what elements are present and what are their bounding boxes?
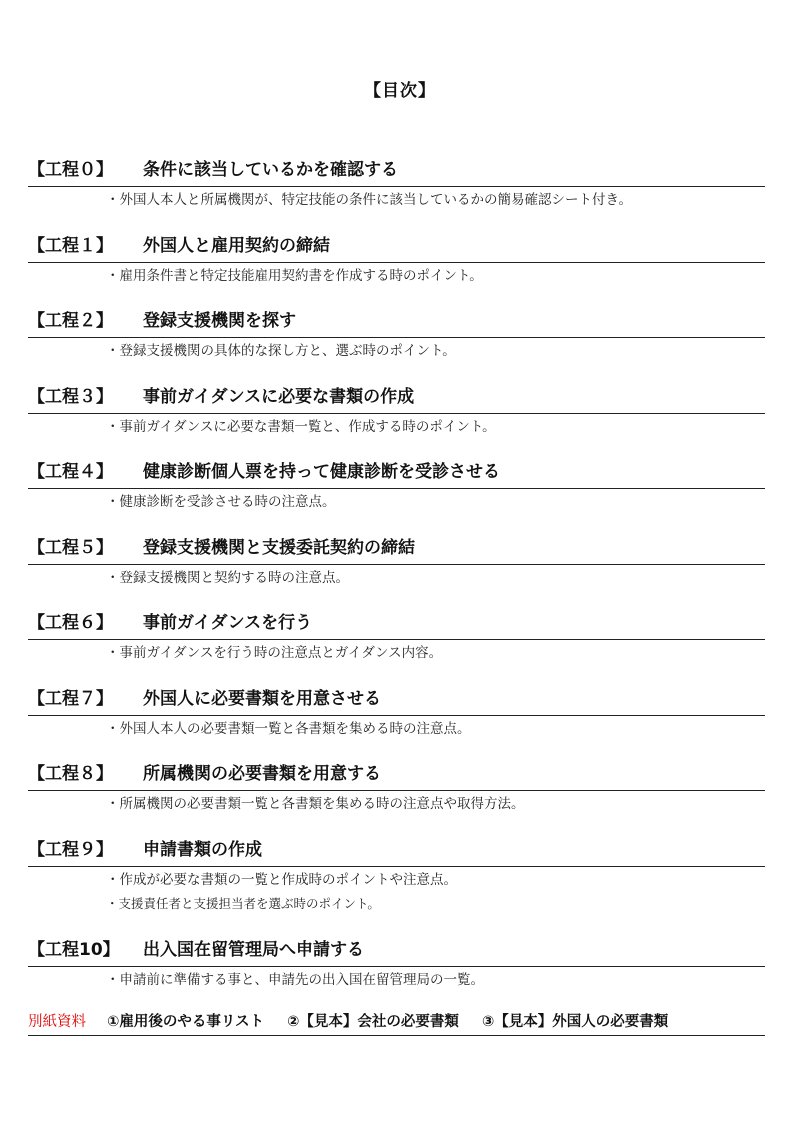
section-heading [28, 307, 765, 338]
step-label: 【工程３】 [28, 386, 113, 407]
step-label: 【工程８】 [28, 764, 113, 784]
section-title: 条件に該当しているかを確認する [143, 160, 398, 180]
section-bullet: ・事前ガイダンスを行う時の注意点とガイダンス内容。 [106, 645, 443, 661]
step-label: 【工程１】 [28, 235, 113, 256]
section-heading [28, 534, 765, 565]
step-label: 【工程10】 [28, 939, 120, 960]
section-heading [28, 609, 765, 640]
section-heading [28, 936, 765, 967]
page-title: 【目次】 [364, 81, 436, 101]
step-label: 【工程７】 [28, 688, 113, 709]
toc-section-9 [28, 836, 765, 936]
appendix-item-3: ③【見本】外国人の必要書類 [481, 1014, 669, 1030]
toc-section-2 [28, 307, 765, 383]
step-label: 【工程６】 [28, 613, 113, 633]
section-title: 登録支援機関を探す [143, 311, 296, 331]
step-label: 【工程４】 [28, 462, 113, 482]
section-heading [28, 760, 765, 791]
section-title: 事前ガイダンスに必要な書類の作成 [143, 386, 415, 407]
toc-section-0 [28, 156, 765, 232]
appendix-label: 別紙資料 [28, 1014, 86, 1030]
section-title: 申請書類の作成 [143, 839, 262, 860]
section-heading [28, 156, 765, 187]
section-heading [28, 836, 765, 867]
step-label: 【工程９】 [28, 839, 113, 860]
toc-section-7 [28, 685, 765, 761]
section-title: 外国人と雇用契約の締結 [143, 235, 330, 256]
section-bullet: ・健康診断を受診させる時の注意点。 [106, 494, 336, 510]
section-title: 出入国在留管理局へ申請する [143, 939, 364, 960]
section-bullet: ・雇用条件書と特定技能雇用契約書を作成する時のポイント。 [106, 267, 483, 284]
section-heading [28, 383, 765, 414]
step-label: 【工程２】 [28, 311, 113, 331]
toc-section-6 [28, 609, 765, 685]
section-title: 所属機関の必要書類を用意する [143, 764, 381, 784]
section-bullet: ・所属機関の必要書類一覧と各書類を集める時の注意点や取得方法。 [106, 796, 525, 812]
section-bullet: ・作成が必要な書類の一覧と作成時のポイントや注意点。 [106, 871, 457, 888]
section-bullet: ・登録支援機関の具体的な探し方と、選ぶ時のポイント。 [106, 343, 456, 359]
section-bullet: ・申請前に準備する事と、申請先の出入国在留管理局の一覧。 [106, 971, 484, 988]
step-label: 【工程５】 [28, 537, 113, 558]
section-bullet: ・外国人本人の必要書類一覧と各書類を集める時の注意点。 [106, 720, 471, 737]
appendix-item-1: ①雇用後のやる事リスト [107, 1014, 265, 1030]
section-bullet: ・外国人本人と所属機関が、特定技能の条件に該当しているかの簡易確認シート付き。 [106, 192, 632, 208]
section-bullet: ・登録支援機関と契約する時の注意点。 [106, 569, 349, 586]
section-title: 健康診断個人票を持って健康診断を受診させる [143, 462, 500, 482]
table-of-contents [28, 156, 765, 1011]
section-heading [28, 685, 765, 716]
section-title: 外国人に必要書類を用意させる [143, 688, 381, 709]
appendix-line [28, 1011, 765, 1036]
toc-section-1 [28, 232, 765, 308]
section-title: 登録支援機関と支援委託契約の締結 [143, 537, 415, 558]
toc-section-3 [28, 383, 765, 459]
section-bullet: ・事前ガイダンスに必要な書類一覧と、作成する時のポイント。 [106, 418, 496, 435]
toc-section-10 [28, 936, 765, 1012]
step-label: 【工程０】 [28, 160, 113, 180]
section-bullet: ・支援責任者と支援担当者を選ぶ時のポイント。 [106, 895, 380, 911]
toc-section-4 [28, 458, 765, 534]
toc-section-5 [28, 534, 765, 610]
section-heading [28, 458, 765, 489]
section-title: 事前ガイダンスを行う [143, 613, 313, 633]
appendix-item-2: ②【見本】会社の必要書類 [287, 1014, 459, 1030]
toc-section-8 [28, 760, 765, 836]
section-heading [28, 232, 765, 263]
